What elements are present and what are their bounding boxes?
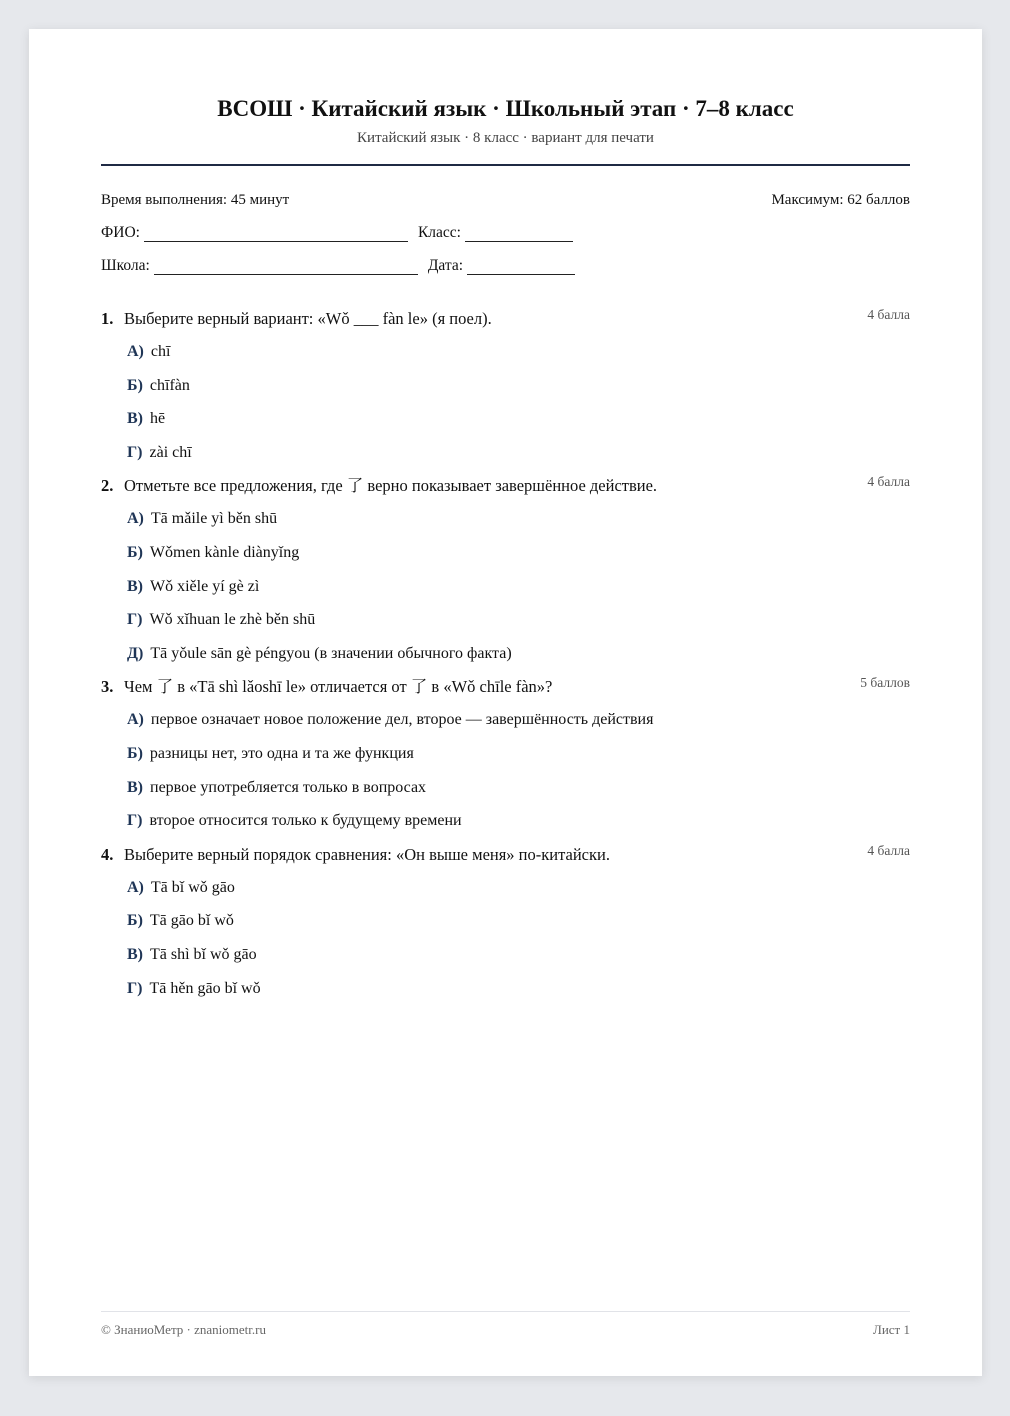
question-text: Отметьте все предложения, где 了 верно показывает завершённое действие. [124,476,658,496]
question-header [101,309,910,329]
option-text: chī [150,343,171,360]
question-3 [101,677,910,831]
question-text: Выберите верный порядок сравнения: «Он выше меня» по-китайски. [124,844,610,864]
option-text: Tā mǎile yì běn shū [150,510,278,528]
field-row-2 [101,257,910,275]
question-text: Выберите верный вариант: «Wǒ ___ fàn le» (я поел). [124,309,492,328]
class-field[interactable] [465,227,573,242]
answer-option[interactable] [127,778,910,798]
option-text: разницы нет, это одна и та же функция [149,744,414,762]
max-score: Максимум: 62 баллов [771,192,910,208]
question-4 [101,842,910,999]
answer-option[interactable] [127,543,910,563]
option-letter: А) [127,343,144,360]
question-points: 4 балла [867,842,910,858]
option-text: Tā gāo bǐ wǒ [149,912,234,930]
option-letter: В) [127,778,143,796]
question-1 [101,309,910,463]
option-text: второе относится только к будущему времени [149,812,462,830]
field-row-1 [101,224,910,242]
question-header [101,842,910,865]
question-number: 1. [101,309,114,328]
answer-option[interactable] [127,376,910,396]
answer-option[interactable] [127,945,910,965]
answer-option[interactable] [127,811,910,831]
answer-option[interactable] [127,443,910,463]
answer-options [127,878,910,999]
option-text: первое употребляется только в вопросах [150,778,427,796]
option-text: Tā hěn gāo bǐ wǒ [149,979,261,997]
answer-option[interactable] [127,644,910,664]
school-field[interactable] [154,260,418,275]
answer-options [127,509,910,663]
option-text: chīfàn [149,376,190,394]
questions-list [101,309,910,1012]
answer-option[interactable] [127,509,910,529]
option-text: Wǒ xiěle yí gè zì [150,577,260,595]
date-label: Дата: [427,257,464,274]
option-text: первое означает новое положение дел, второе — завершённость действия [150,711,654,729]
question-header [101,677,910,697]
page-content [101,95,910,997]
question-text: Чем 了 в «Tā shì lǎoshī le» отличается от 了 в «Wǒ chīle fàn»? [124,677,553,697]
fio-field[interactable] [144,227,408,242]
question-number: 2. [101,476,114,496]
page-title: ВСОШ · Китайский язык · Школьный этап · 7–8 класс [217,96,794,121]
option-letter: А) [127,510,144,528]
fio-label: ФИО: [101,224,140,241]
option-letter: Б) [127,376,143,394]
time-limit: Время выполнения: 45 минут [101,192,290,208]
option-letter: Б) [127,744,143,762]
answer-options [127,342,910,463]
answer-options [127,710,910,831]
option-letter: В) [127,577,143,595]
answer-option[interactable] [127,878,910,898]
option-letter: Г) [127,443,143,461]
option-letter: В) [127,410,143,428]
page-footer [101,1311,910,1338]
option-letter: Г) [127,611,143,629]
footer-copyright: © ЗнаниоМетр · znaniometr.ru [101,1322,266,1337]
option-letter: А) [127,878,144,896]
option-letter: В) [127,945,143,963]
question-number: 3. [101,677,114,697]
option-letter: А) [127,711,144,729]
answer-option[interactable] [127,577,910,597]
page-subtitle: Китайский язык · 8 класс · вариант для печати [357,130,654,146]
question-points: 4 балла [867,307,910,322]
question-2 [101,476,910,663]
option-letter: Д) [127,644,144,662]
answer-option[interactable] [127,342,910,362]
footer-sheet-number: Лист 1 [873,1322,910,1337]
option-letter: Б) [127,543,143,561]
question-points: 5 баллов [860,675,910,691]
class-label: Класс: [417,224,461,241]
question-number: 4. [101,844,114,864]
option-letter: Б) [127,912,143,930]
school-label: Школа: [101,257,150,274]
answer-option[interactable] [127,409,910,429]
answer-option[interactable] [127,979,910,999]
option-text: zài chī [149,443,192,461]
header-divider [101,164,910,166]
meta-row [101,191,910,209]
option-text: Tā bǐ wǒ gāo [150,878,235,896]
option-text: hē [150,410,166,428]
option-text: Tā shì bǐ wǒ gāo [150,945,257,963]
document-page [29,29,982,1376]
option-text: Wǒmen kànle diànyǐng [149,543,300,561]
answer-option[interactable] [127,911,910,931]
question-header [101,476,910,496]
answer-option[interactable] [127,744,910,764]
answer-option[interactable] [127,610,910,630]
option-text: Wǒ xǐhuan le zhè běn shū [149,611,316,629]
option-letter: Г) [127,812,143,830]
answer-option[interactable] [127,710,910,730]
question-points: 4 балла [867,474,910,490]
option-letter: Г) [127,979,143,997]
option-text: Tā yǒule sān gè péngyou (в значении обычного факта) [150,644,512,662]
date-field[interactable] [467,260,575,275]
